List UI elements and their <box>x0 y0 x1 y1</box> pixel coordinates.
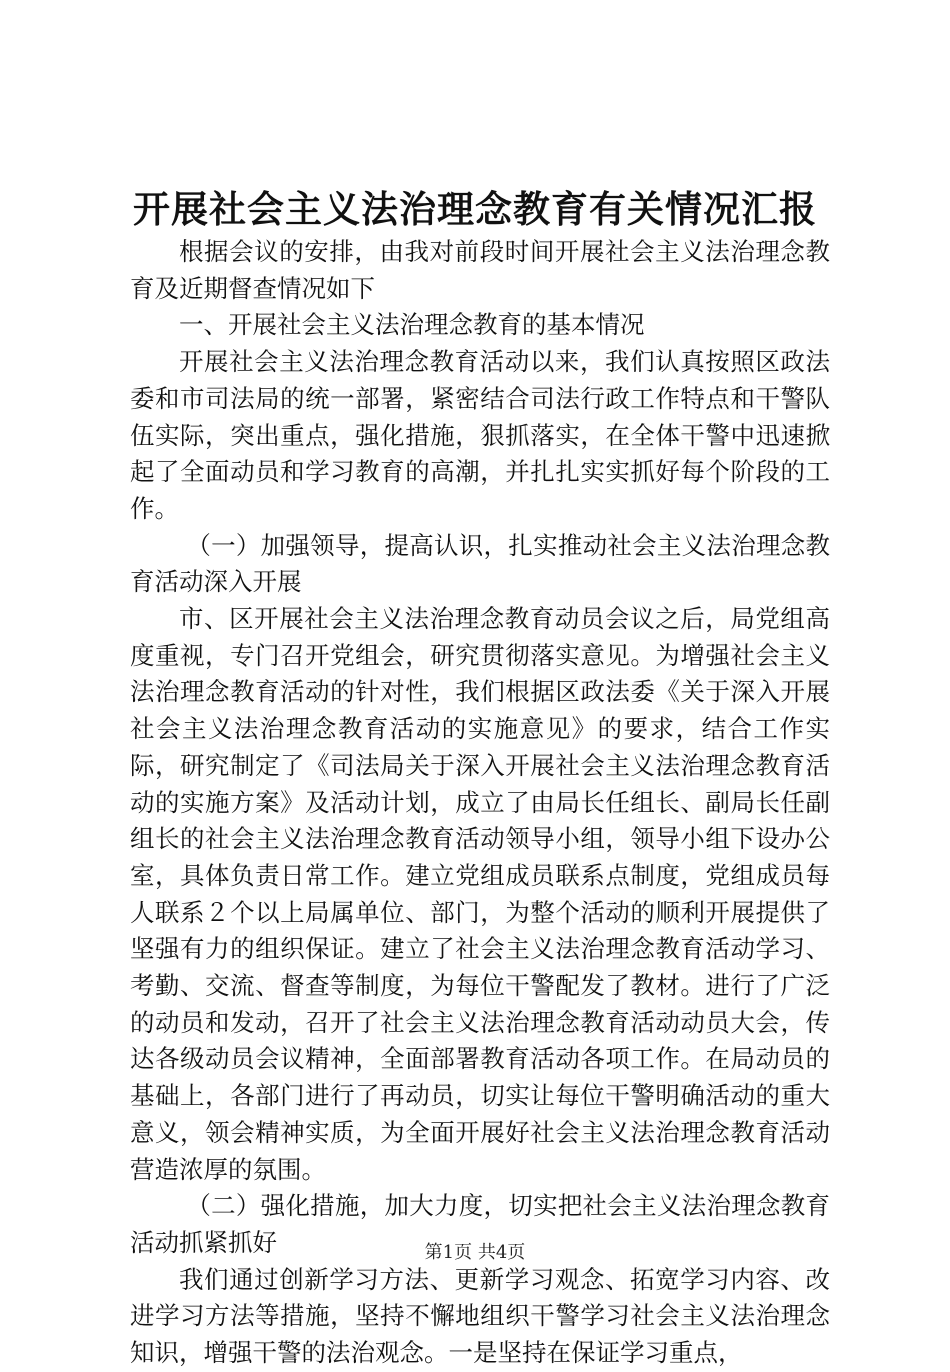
document-title: 开展社会主义法治理念教育有关情况汇报 <box>133 187 817 231</box>
subsection-heading-1: （一）加强领导，提高认识，扎实推动社会主义法治理念教育活动深入开展 <box>130 530 830 597</box>
section-heading-1: 一、开展社会主义法治理念教育的基本情况 <box>179 310 645 340</box>
body-paragraph: 市、区开展社会主义法治理念教育动员会议之后，局党组高度重视，专门召开党组会，研究贯彻落实意见。为增强社会主义法治理念教育活动的针对性，我们根据区政法委《关于深入开展社会主义法治理念教育活动的实施意见》的要求，结合工作实际，研究制定了《司法局关于深入开展社会主义法治理念教育活动的实施方案》及活动计划，成立了由局长任组长、副局长任副组长的社会主义法治理念教育活动领导小组，领导小组下设办公室，具体负责日常工作。建立党组成员联系点制度，党组成员每人联系２个以上局属单位、部门，为整个活动的顺利开展提供了坚强有力的组织保证。建立了社会主义法治理念教育活动学习、考勤、交流、督查等制度，为每位干警配发了教材。进行了广泛的动员和发动，召开了社会主义法治理念教育活动动员大会，传达各级动员会议精神，全面部署教育活动各项工作。在局动员的基础上，各部门进行了再动员，切实让每位干警明确活动的重大意义，领会精神实质，为全面开展好社会主义法治理念教育活动营造浓厚的氛围。 <box>130 604 830 1184</box>
subsection-heading-2: （二）强化措施，加大力度，切实把社会主义法治理念教育活动抓紧抓好 <box>130 1191 830 1257</box>
document-body <box>130 234 830 1372</box>
page-number-footer: 第1页 共4页 <box>424 1242 526 1263</box>
body-paragraph: 开展社会主义法治理念教育活动以来，我们认真按照区政法委和市司法局的统一部署，紧密结合司法行政工作特点和干警队伍实际，突出重点，强化措施，狠抓落实，在全体干警中迅速掀起了全面动员和学习教育的高潮，并扎扎实实抓好每个阶段的工作。 <box>130 347 830 523</box>
intro-paragraph: 根据会议的安排，由我对前段时间开展社会主义法治理念教育及近期督查情况如下 <box>130 237 830 303</box>
body-paragraph: 我们通过创新学习方法、更新学习观念、拓宽学习内容、改进学习方法等措施，坚持不懈地组织干警学习社会主义法治理念知识，增强干警的法治观念。一是坚持在保证学习重点， <box>130 1264 830 1368</box>
